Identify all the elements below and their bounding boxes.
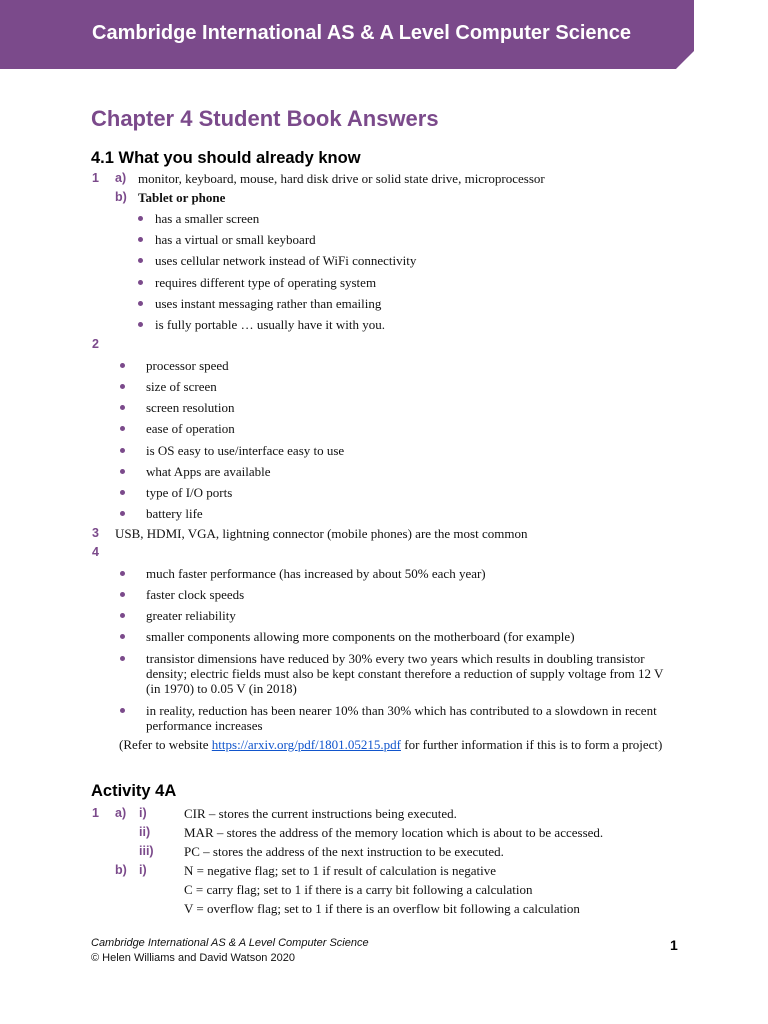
bullet-icon xyxy=(120,634,125,639)
bullet-icon xyxy=(120,469,125,474)
question-number-1: 1 xyxy=(92,806,99,820)
part-label-a: a) xyxy=(115,171,127,185)
activity-answer: MAR – stores the address of the memory location which is about to be accessed. xyxy=(184,825,604,840)
q2-bullet: processor speed xyxy=(146,358,229,373)
question-number-2: 2 xyxy=(92,337,99,351)
bullet-icon xyxy=(120,426,125,431)
q1-b-bullet: uses cellular network instead of WiFi connectivity xyxy=(155,253,417,268)
question-number-4: 4 xyxy=(92,545,99,559)
q2-bullet: battery life xyxy=(146,506,203,521)
note-suffix: for further information if this is to form a project) xyxy=(401,737,663,752)
q2-bullet: size of screen xyxy=(146,379,217,394)
subpart-label: iii) xyxy=(139,844,154,858)
q2-bullet: screen resolution xyxy=(146,400,235,415)
activity-answer: CIR – stores the current instructions being executed. xyxy=(184,806,457,821)
q2-bullet: type of I/O ports xyxy=(146,485,233,500)
bullet-icon xyxy=(138,301,143,306)
chapter-title: Chapter 4 Student Book Answers xyxy=(91,106,439,131)
activity-answer: PC – stores the address of the next instruction to be executed. xyxy=(184,844,504,859)
q4-bullet: faster clock speeds xyxy=(146,587,245,602)
subpart-label: i) xyxy=(139,863,147,877)
bullet-icon xyxy=(138,258,143,263)
q4-bullet: greater reliability xyxy=(146,608,236,623)
q2-bullet: is OS easy to use/interface easy to use xyxy=(146,443,345,458)
q1-a-answer: monitor, keyboard, mouse, hard disk drive or solid state drive, microprocessor xyxy=(138,171,545,186)
footer-copyright: © Helen Williams and David Watson 2020 xyxy=(91,952,295,964)
bullet-icon xyxy=(138,280,143,285)
section-heading-4-1: 4.1 What you should already know xyxy=(91,149,361,167)
bullet-icon xyxy=(120,490,125,495)
subpart-label: ii) xyxy=(139,825,151,839)
flag-answer: C = carry flag; set to 1 if there is a carry bit following a calculation xyxy=(184,882,533,897)
bullet-icon xyxy=(120,571,125,576)
part-label-b: b) xyxy=(115,190,127,204)
subpart-label: i) xyxy=(139,806,147,820)
question-number-1: 1 xyxy=(92,171,99,185)
bullet-icon xyxy=(120,511,125,516)
q4-bullet: in reality, reduction has been nearer 10% than 30% which has contributed to a slowdown in recent performance increases xyxy=(146,703,657,733)
arxiv-link[interactable]: https://arxiv.org/pdf/1801.05215.pdf xyxy=(211,737,401,752)
q4-bullet: smaller components allowing more components on the motherboard (for example) xyxy=(146,629,575,644)
bullet-icon xyxy=(120,613,125,618)
bullet-icon xyxy=(120,384,125,389)
part-label-a: a) xyxy=(115,806,127,820)
q4-bullet: transistor dimensions have reduced by 30% every two years which results in doubling transistor density; electric fields must also be kept constant therefore a reduction of supply voltage from 12 V (in 1970) to 0.05 V (in 2018) xyxy=(146,651,664,696)
bullet-icon xyxy=(138,237,143,242)
note-prefix: (Refer to website xyxy=(119,737,212,752)
q1-b-bullet: has a virtual or small keyboard xyxy=(155,232,316,247)
q4-bullet: much faster performance (has increased by about 50% each year) xyxy=(146,566,486,581)
q3-answer: USB, HDMI, VGA, lightning connector (mobile phones) are the most common xyxy=(115,526,528,541)
q2-bullet: what Apps are available xyxy=(146,464,271,479)
question-number-3: 3 xyxy=(92,526,99,540)
q1-b-heading: Tablet or phone xyxy=(138,190,226,205)
activity-4a-heading: Activity 4A xyxy=(91,782,177,800)
part-label-b: b) xyxy=(115,863,127,877)
q2-bullet: ease of operation xyxy=(146,421,235,436)
bullet-icon xyxy=(120,592,125,597)
flag-answer: N = negative flag; set to 1 if result of calculation is negative xyxy=(184,863,497,878)
bullet-icon xyxy=(138,322,143,327)
bullet-icon xyxy=(120,708,125,713)
bullet-icon xyxy=(120,363,125,368)
footer-title: Cambridge International AS & A Level Computer Science xyxy=(91,937,369,949)
bullet-icon xyxy=(138,216,143,221)
bullet-icon xyxy=(120,448,125,453)
bullet-icon xyxy=(120,405,125,410)
q4-reference-note xyxy=(119,737,679,752)
q1-b-bullet: has a smaller screen xyxy=(155,211,260,226)
bullet-icon xyxy=(120,656,125,661)
flag-answer: V = overflow flag; set to 1 if there is an overflow bit following a calculation xyxy=(184,901,580,916)
q1-b-bullet: uses instant messaging rather than emailing xyxy=(155,296,382,311)
q1-b-bullet: requires different type of operating system xyxy=(155,275,377,290)
page-number: 1 xyxy=(670,937,678,953)
q1-b-bullet: is fully portable … usually have it with you. xyxy=(155,317,385,332)
header-title: Cambridge International AS & A Level Computer Science xyxy=(92,22,632,44)
